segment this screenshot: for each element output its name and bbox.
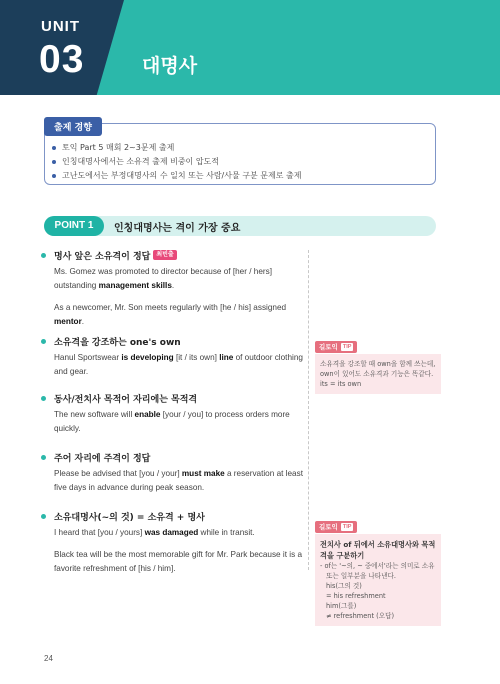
chapter-title: 대명사 — [142, 55, 198, 77]
trend-item: 고난도에서는 부정대명사의 수 일치 또는 사람/사물 구분 문제로 출제 — [52, 169, 301, 183]
tip-tag: 길토익 TIP — [315, 521, 357, 533]
column-divider — [308, 250, 309, 570]
rule-heading: 주어 자리에 주격이 정답 — [54, 453, 151, 464]
bullet-icon — [41, 514, 46, 519]
bullet-icon — [52, 160, 56, 164]
unit-number: 03 — [39, 38, 85, 81]
rule-possessive — [41, 248, 303, 329]
rule-heading: 동사/전치사 목적어 자리에는 목적격 — [54, 394, 198, 405]
rule-ones-own — [41, 334, 303, 379]
rule-objective — [41, 391, 303, 436]
example-sentence: I heard that [you / yours] was damaged while in transit. — [54, 528, 255, 537]
bullet-icon — [52, 146, 56, 150]
tip-body: 소유격을 강조할 때 own을 함께 쓰는데, own이 있어도 소유격과 기능은 똑같다. its = its own — [315, 354, 441, 394]
page-number: 24 — [44, 654, 53, 663]
tip-box — [315, 514, 441, 626]
trend-item: 토익 Part 5 매회 2~3문제 출제 — [52, 141, 301, 155]
rule-heading: 소유격을 강조하는 one's own — [54, 337, 181, 348]
rule-possessive-pronoun — [41, 509, 303, 576]
bullet-icon — [52, 174, 56, 178]
point-badge: POINT 1 — [44, 216, 104, 236]
tip-body: 전치사 of 뒤에서 소유대명사와 목적격을 구분하기 - of는 '~의, ~ 중에서'라는 의미로 소유 또는 일부분을 나타낸다. his(그의 것) = his refreshment him(그를) ≠ refreshment (오답) — [315, 534, 441, 626]
unit-label: UNIT — [41, 18, 80, 35]
example-sentence: Please be advised that [you / your] must make a reservation at least five days in advance during peak season. — [54, 469, 303, 492]
example-sentence: Ms. Gomez was promoted to director because of [her / hers] outstanding management skills. — [54, 267, 272, 290]
example-sentence: Hanul Sportswear is developing [it / its own] line of outdoor clothing and gear. — [54, 353, 303, 376]
rule-subjective — [41, 450, 303, 495]
example-sentence: As a newcomer, Mr. Son meets regularly with [he / his] assigned mentor. — [54, 303, 287, 326]
example-sentence: The new software will enable [your / you] to process orders more quickly. — [54, 410, 290, 433]
bullet-icon — [41, 455, 46, 460]
trend-list — [52, 141, 301, 183]
tip-tag: 길토익 TIP — [315, 341, 357, 353]
rule-heading: 명사 앞은 소유격이 정답 — [54, 251, 151, 262]
bullet-icon — [41, 339, 46, 344]
tip-box — [315, 334, 441, 394]
tip-title: 전치사 of 뒤에서 소유대명사와 목적격을 구분하기 — [320, 540, 436, 560]
point-title: 인칭대명사는 격이 가장 중요 — [114, 223, 241, 234]
example-sentence: Black tea will be the most memorable gift for Mr. Park because it is a favorite refreshment of [his / him]. — [54, 550, 302, 573]
frequency-badge: 최빈출 — [153, 250, 176, 260]
rule-heading: 소유대명사(~의 것) = 소유격 + 명사 — [54, 512, 205, 523]
bullet-icon — [41, 396, 46, 401]
trend-item: 인칭대명사에서는 소유격 출제 비중이 압도적 — [52, 155, 301, 169]
bullet-icon — [41, 253, 46, 258]
trend-tab: 출제 경향 — [44, 117, 102, 136]
